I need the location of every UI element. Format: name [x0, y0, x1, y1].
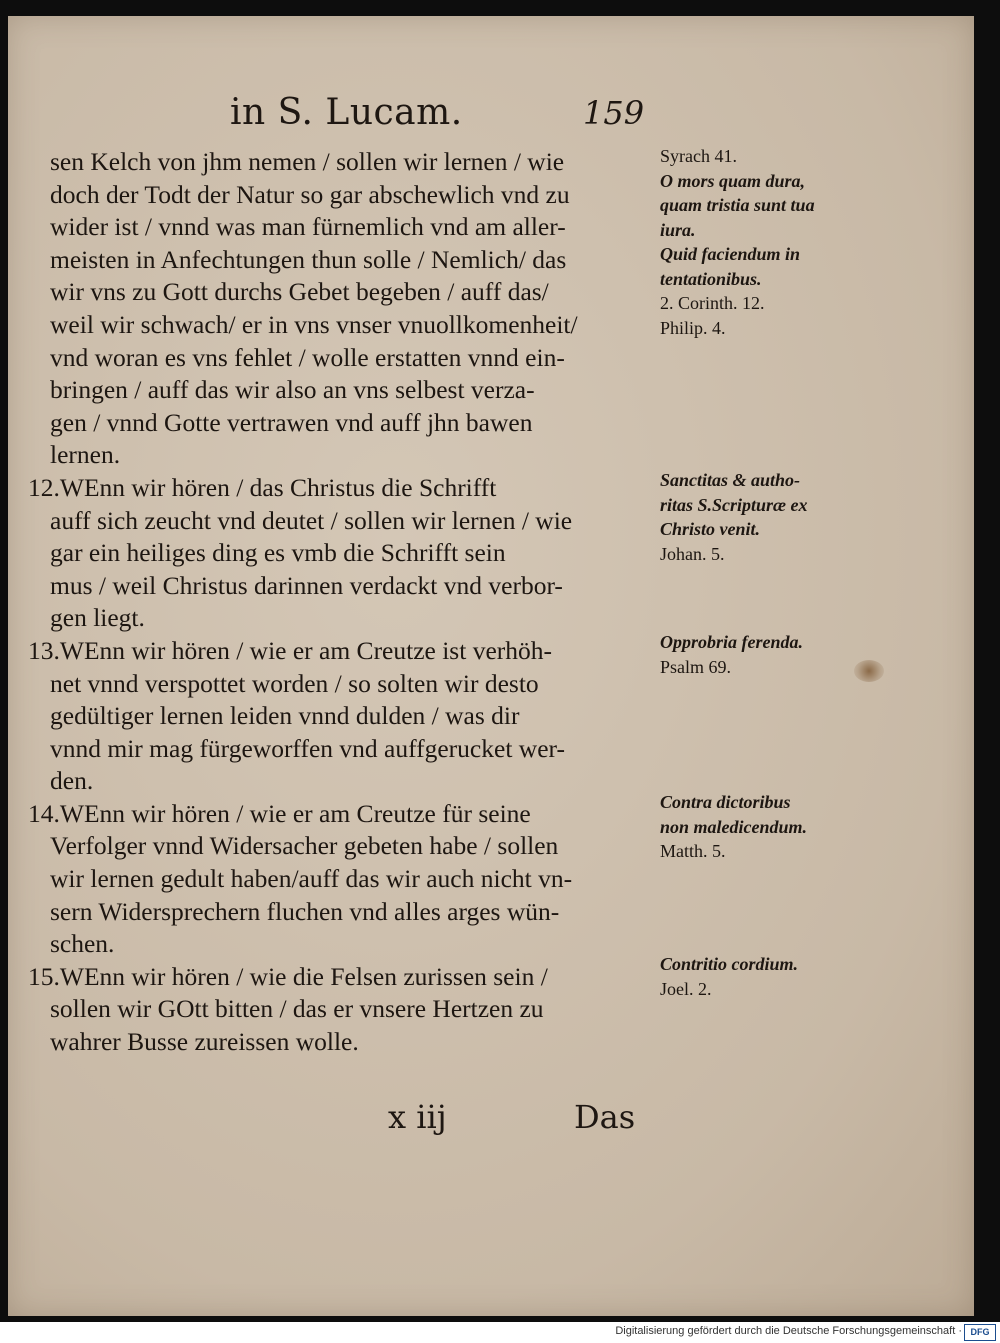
- text-line-numbered: 13.WEnn wir hören / wie er am Creutze ist verhöh-: [28, 635, 552, 665]
- marginal-line: non maledicendum.: [660, 816, 808, 837]
- marginal-note: [660, 144, 860, 340]
- catchword: Das: [574, 1098, 636, 1136]
- text-line: gen / vnnd Gotte vertrawen vnd auff jhn bawen: [50, 407, 533, 437]
- book-page: [8, 16, 974, 1316]
- signature-mark: x iij: [388, 1098, 447, 1136]
- page-number: 159: [583, 94, 645, 132]
- text-line: wahrer Busse zureissen wolle.: [50, 1027, 359, 1057]
- marginal-line: iura.: [660, 219, 696, 240]
- text-line: lernen.: [50, 440, 121, 470]
- marginal-line: Christo venit.: [660, 519, 761, 539]
- text-line: mus / weil Christus darinnen verdackt vnd verbor-: [50, 570, 563, 600]
- marginal-line: Opprobria ferenda.: [660, 632, 803, 652]
- marginal-line: O mors quam dura,: [660, 170, 806, 191]
- text-line: meisten in Anfechtungen thun solle / Nemlich/ das: [50, 244, 567, 274]
- text-line: gedültiger lernen leiden vnnd dulden / was dir: [50, 701, 520, 731]
- marginal-line: Contra dictoribus: [660, 792, 791, 812]
- marginal-line: Joel. 2.: [660, 978, 712, 999]
- text-line: wir lernen gedult haben/auff das wir auch nicht vn-: [50, 864, 573, 894]
- text-line-numbered: 14.WEnn wir hören / wie er am Creutze für seine: [28, 798, 531, 828]
- marginal-line: Contritio cordium.: [660, 954, 799, 974]
- marginal-line: Psalm 69.: [660, 656, 732, 677]
- text-line: den.: [50, 766, 94, 796]
- text-line: sollen wir GOtt bitten / das er vnsere Hertzen zu: [50, 994, 544, 1024]
- marginal-line: Syrach 41.: [660, 146, 737, 166]
- marginal-note: [660, 468, 860, 566]
- text-line: net vnnd verspottet worden / so solten wir desto: [50, 668, 539, 698]
- text-line: auff sich zeucht vnd deutet / sollen wir lernen / wie: [50, 505, 573, 535]
- marginal-line: tentationibus.: [660, 268, 762, 289]
- marginal-note: [660, 630, 860, 679]
- text-line: schen.: [50, 929, 115, 959]
- text-line-numbered: 15.WEnn wir hören / wie die Felsen zurissen sein /: [28, 961, 548, 991]
- text-line-numbered: 12.WEnn wir hören / das Christus die Schrifft: [28, 472, 497, 502]
- marginal-note: [660, 790, 860, 864]
- text-line: weil wir schwach/ er in vns vnser vnuollkomenheit/: [50, 309, 578, 339]
- dfg-logo: DFG: [964, 1324, 996, 1341]
- text-line: wir vns zu Gott durchs Gebet begeben / auff das/: [50, 277, 549, 307]
- text-line: bringen / auff das wir also an vns selbest verza-: [50, 375, 535, 405]
- marginal-line: quam tristia sunt tua: [660, 195, 815, 215]
- text-line: Verfolger vnnd Widersacher gebeten habe / sollen: [50, 831, 559, 861]
- text-line: gen liegt.: [50, 603, 145, 633]
- text-line: sern Widersprechern fluchen vnd alles arges wün-: [50, 896, 560, 926]
- marginal-line: Johan. 5.: [660, 543, 725, 564]
- marginal-line: 2. Corinth. 12.: [660, 293, 765, 313]
- marginal-line: Philip. 4.: [660, 317, 726, 338]
- funding-credit: Digitalisierung gefördert durch die Deutsche Forschungsgemeinschaft ·: [615, 1325, 962, 1337]
- text-line: vnnd mir mag fürgeworffen vnd auffgerucket wer-: [50, 733, 565, 763]
- text-line: gar ein heiliges ding es vmb die Schrifft sein: [50, 538, 506, 568]
- marginal-line: Sanctitas & autho-: [660, 470, 801, 490]
- ink-stain: [854, 660, 884, 682]
- marginal-line: ritas S.Scripturæ ex: [660, 494, 808, 515]
- digitization-footer: [0, 1322, 1000, 1343]
- main-text: [28, 146, 660, 1059]
- marginal-line: Matth. 5.: [660, 841, 726, 861]
- text-line: sen Kelch von jhm nemen / sollen wir lernen / wie: [50, 147, 565, 176]
- text-line: wider ist / vnnd was man fürnemlich vnd am aller-: [50, 212, 566, 242]
- page-footer: [8, 1098, 974, 1138]
- marginal-line: Quid faciendum in: [660, 244, 801, 264]
- marginal-note: [660, 952, 860, 1001]
- text-line: vnd woran es vns fehlet / wolle erstatten vnnd ein-: [50, 342, 565, 372]
- text-line: doch der Todt der Natur so gar abschewlich vnd zu: [50, 179, 570, 209]
- running-title: in S. Lucam.: [230, 92, 463, 133]
- page-header: [8, 86, 974, 142]
